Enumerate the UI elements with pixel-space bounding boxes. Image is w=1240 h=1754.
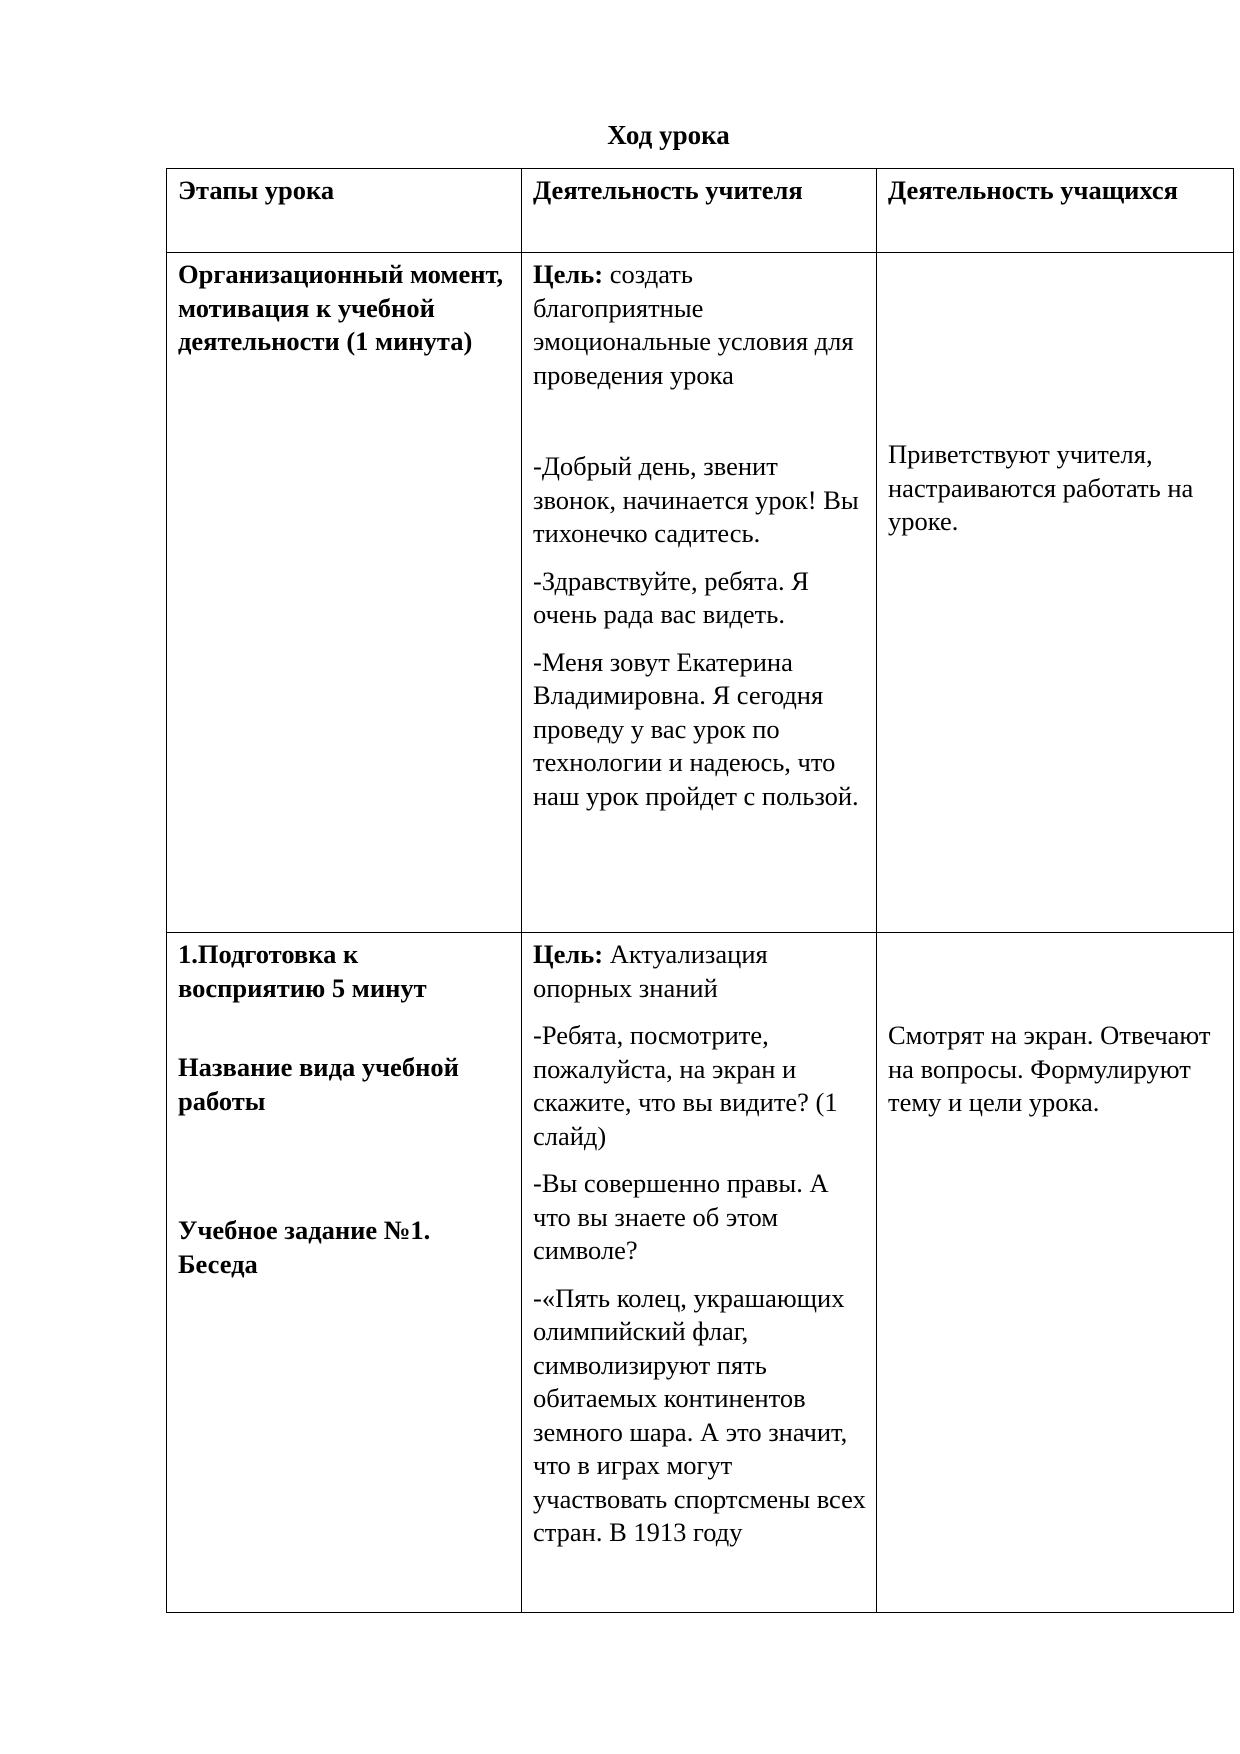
teacher-remark: -Вы совершенно правы. А что вы знаете об этом символе? [533, 1168, 829, 1265]
student-activity-text: Приветствуют учителя, настраиваются работать на уроке. [888, 439, 1194, 536]
table-header-row [167, 169, 1234, 253]
teacher-remark: -Здравствуйте, ребята. Я очень рада вас видеть. [533, 565, 809, 629]
teacher-remark: -«Пять колец, украшающих олимпийский флаг, символизируют пять обитаемых континентов земного шара. А это значит, что в играх могут участвовать спортсмены всех стран. В 1913 году [533, 1282, 866, 1547]
header-stages: Этапы урока [167, 169, 522, 253]
page-title: Ход урока [607, 120, 730, 150]
goal-text: Актуализация опорных знаний [533, 939, 768, 1003]
goal-label: Цель: [533, 939, 604, 969]
goal-paragraph [533, 258, 866, 392]
teacher-remark: -Добрый день, звенит звонок, начинается урок! Вы тихонечко садитесь. [533, 451, 859, 548]
header-teacher-activity: Деятельность учителя [522, 169, 877, 253]
goal-label: Цель: [533, 259, 604, 289]
teacher-activity-cell [522, 933, 877, 1613]
teacher-remark: -Ребята, посмотрите, пожалуйста, на экран и скажите, что вы видите? (1 слайд) [533, 1020, 838, 1151]
table-row [167, 253, 1234, 933]
student-activity-text: Смотрят на экран. Отвечают на вопросы. Формулируют тему и цели урока. [888, 1020, 1211, 1117]
student-activity-cell [877, 253, 1234, 933]
lesson-plan-table [166, 168, 1234, 1613]
stage-text: 1.Подготовка к восприятию 5 минут [178, 939, 427, 1003]
table-row [167, 933, 1234, 1613]
stage-text: Организационный момент, мотивация к учебной деятельности (1 минута) [178, 259, 504, 356]
header-student-activity: Деятельность учащихся [877, 169, 1234, 253]
stage-cell [167, 253, 522, 933]
stage-cell [167, 933, 522, 1613]
goal-paragraph [533, 938, 866, 1005]
teacher-activity-cell [522, 253, 877, 933]
stage-text: Название вида учебной работы [178, 1052, 459, 1116]
teacher-remark: -Меня зовут Екатерина Владимировна. Я сегодня проведу у вас урок по технологии и надеюсь, что наш урок пройдет с пользой. [533, 646, 859, 811]
stage-text: Учебное задание №1. Беседа [178, 1215, 431, 1279]
student-activity-cell [877, 933, 1234, 1613]
goal-text: создать благоприятные эмоциональные условия для проведения урока [533, 259, 854, 390]
